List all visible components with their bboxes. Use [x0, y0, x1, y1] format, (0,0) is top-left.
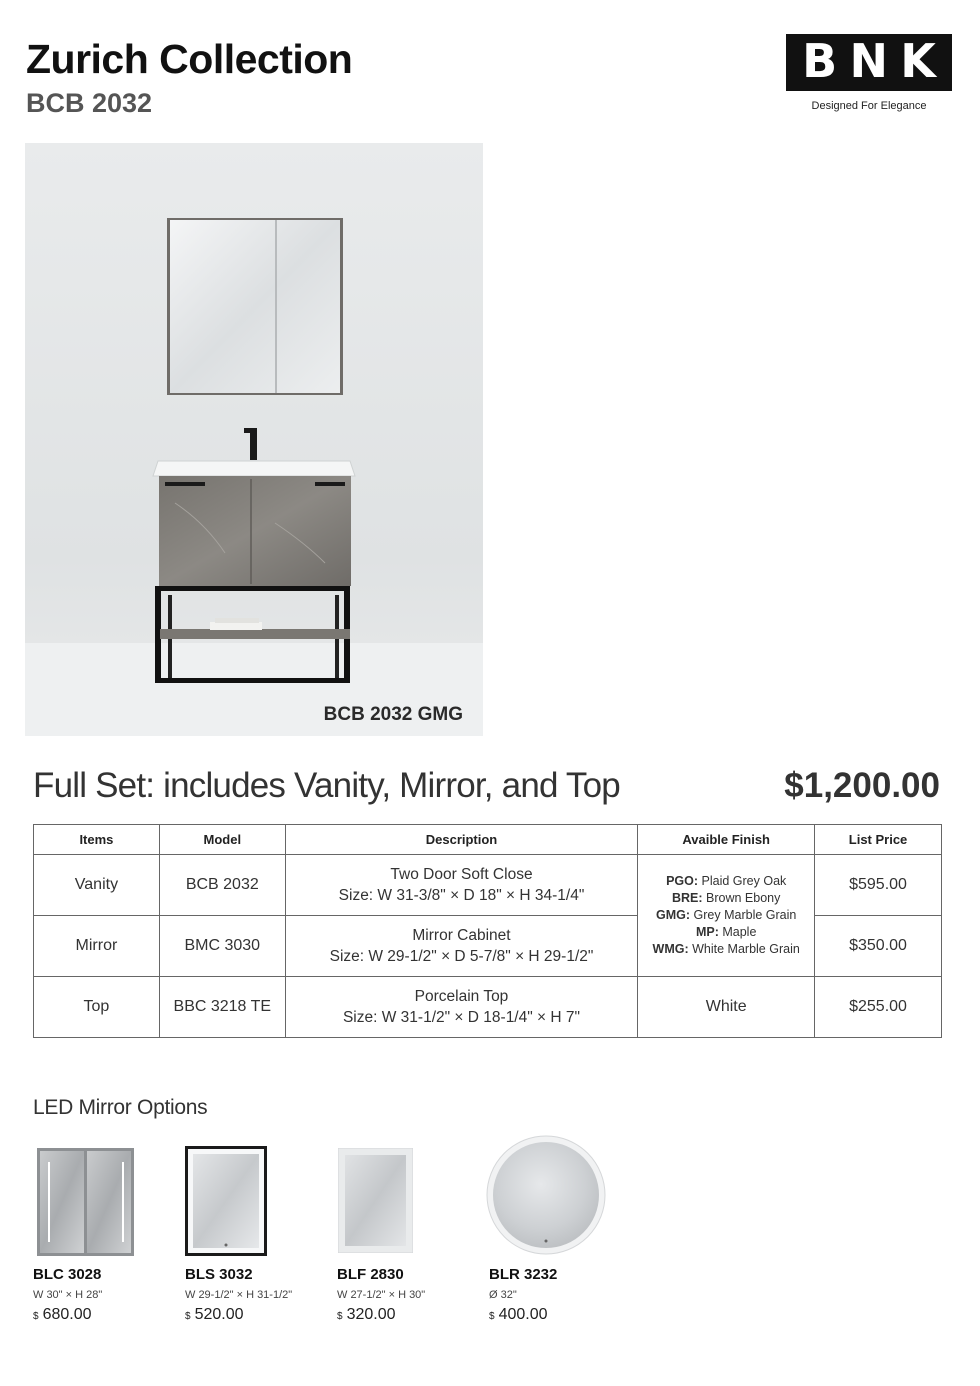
row-item: Mirror: [34, 916, 160, 977]
desc-title: Mirror Cabinet: [412, 927, 511, 944]
row-price: $350.00: [815, 916, 942, 977]
currency-symbol: $: [33, 1311, 39, 1322]
finish-code: BRE:: [671, 891, 703, 905]
mirror-cabinet: [167, 218, 343, 395]
finish-name: White Marble Grain: [692, 942, 800, 956]
finish-list: [638, 855, 815, 977]
option-model: BLF 2830: [337, 1266, 404, 1283]
option-size: W 30" × H 28": [33, 1289, 103, 1301]
finish-code: GMG:: [656, 908, 691, 922]
option-price-value: 680.00: [42, 1306, 92, 1323]
led-option-card: [489, 1266, 639, 1324]
table-header-row: [34, 825, 942, 855]
row-description: [285, 916, 638, 977]
vanity-cabinet: [159, 476, 351, 586]
table-row: [34, 855, 942, 916]
logo-underline: [786, 88, 952, 91]
blr-3232-image: [486, 1135, 606, 1255]
finish-item: [638, 924, 814, 941]
option-model: BLC 3028: [33, 1266, 102, 1283]
desc-size: Size: W 29-1/2" × D 5-7/8" × H 29-1/2": [329, 948, 594, 965]
option-size: W 27-1/2" × H 30": [337, 1289, 426, 1301]
desc-size: Size: W 31-3/8" × D 18" × H 34-1/4": [338, 887, 585, 904]
finish-name: Brown Ebony: [706, 891, 781, 905]
led-section-title: LED Mirror Options: [33, 1096, 208, 1119]
row-price: $595.00: [815, 855, 942, 916]
logo-letter-k: K: [900, 34, 936, 88]
option-size: Ø 32": [489, 1289, 517, 1301]
finish-item: [638, 907, 814, 924]
finish-code: MP:: [695, 925, 719, 939]
row-model: BMC 3030: [159, 916, 285, 977]
finish-code: WMG:: [652, 942, 689, 956]
bls-3032-image: [185, 1146, 267, 1256]
option-price-value: 520.00: [194, 1306, 244, 1323]
row-model: BBC 3218 TE: [159, 977, 285, 1038]
desc-title: Porcelain Top: [414, 988, 509, 1005]
finish-code: PGO:: [666, 874, 699, 888]
option-model: BLR 3232: [489, 1266, 558, 1283]
option-price: [337, 1306, 487, 1324]
spec-table: [33, 824, 942, 1038]
header-price: List Price: [815, 825, 942, 855]
blc-3028-image: [37, 1148, 134, 1256]
fullset-label: Full Set: includes Vanity, Mirror, and Top: [33, 766, 620, 805]
option-price: [185, 1306, 335, 1324]
row-model: BCB 2032: [159, 855, 285, 916]
led-option-card: [337, 1266, 487, 1324]
desc-title: Two Door Soft Close: [390, 866, 533, 883]
table-row: [34, 977, 942, 1038]
header-description: Description: [285, 825, 638, 855]
row-item: Top: [34, 977, 160, 1038]
row-finish: White: [638, 977, 815, 1038]
photo-caption: BCB 2032 GMG: [323, 704, 463, 725]
fullset-price: $1,200.00: [784, 766, 940, 805]
vanity-illustration: [25, 143, 483, 736]
bnk-logo: [786, 34, 952, 88]
finish-item: [638, 941, 814, 958]
desc-size: Size: W 31-1/2" × D 18-1/4" × H 7": [342, 1009, 581, 1026]
row-item: Vanity: [34, 855, 160, 916]
header-model: Model: [159, 825, 285, 855]
row-price: $255.00: [815, 977, 942, 1038]
model-subtitle: BCB 2032: [26, 88, 153, 118]
led-option-card: [33, 1266, 183, 1324]
finish-item: [638, 873, 814, 890]
option-price-value: 320.00: [346, 1306, 396, 1323]
row-description: [285, 855, 638, 916]
header-finish: Avaible Finish: [638, 825, 815, 855]
row-description: [285, 977, 638, 1038]
page-title: Zurich Collection: [26, 36, 353, 82]
logo-letter-b: B: [802, 34, 838, 88]
option-model: BLS 3032: [185, 1266, 253, 1283]
finish-name: Plaid Grey Oak: [701, 874, 787, 888]
logo-tagline: Designed For Elegance: [811, 100, 927, 112]
product-photo: [25, 143, 483, 736]
finish-item: [638, 890, 814, 907]
finish-name: Maple: [722, 925, 757, 939]
currency-symbol: $: [489, 1311, 495, 1322]
logo-letter-n: N: [849, 34, 888, 88]
blf-2830-image: [338, 1148, 413, 1253]
option-size: W 29-1/2" × H 31-1/2": [185, 1289, 293, 1301]
header-items: Items: [34, 825, 160, 855]
led-option-card: [185, 1266, 335, 1324]
option-price-value: 400.00: [498, 1306, 548, 1323]
currency-symbol: $: [337, 1311, 343, 1322]
finish-name: Grey Marble Grain: [693, 908, 797, 922]
option-price: [489, 1306, 639, 1324]
option-price: [33, 1306, 183, 1324]
currency-symbol: $: [185, 1311, 191, 1322]
